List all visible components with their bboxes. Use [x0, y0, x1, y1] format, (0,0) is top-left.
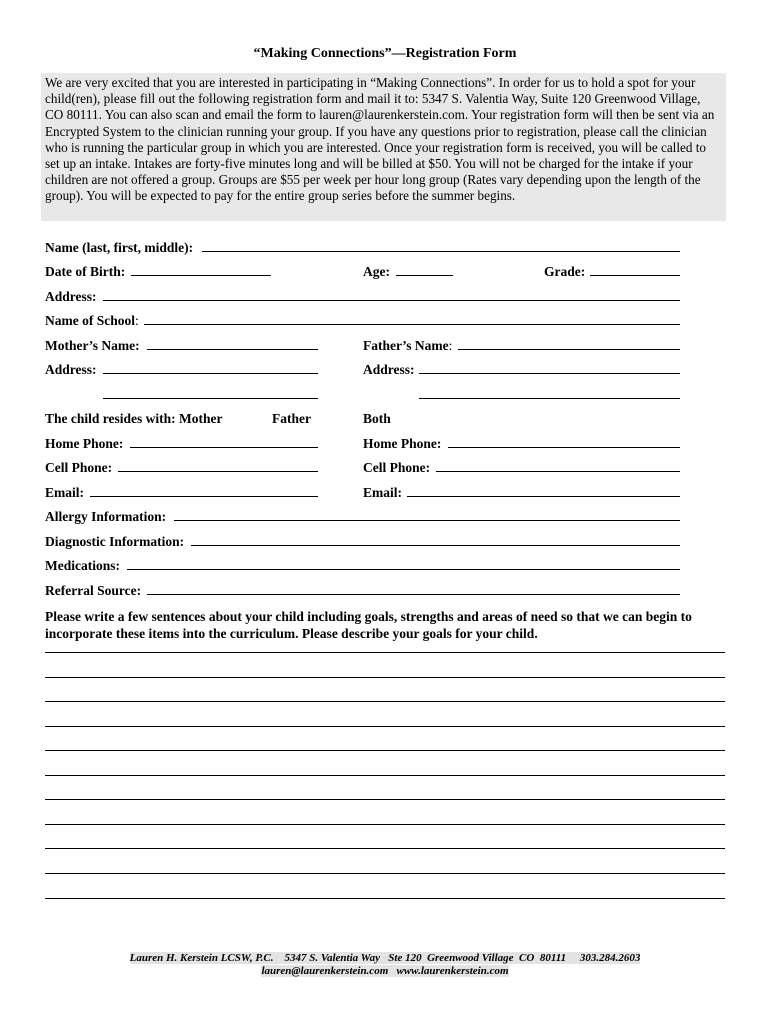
goals-prompt: Please write a few sentences about your child including goals, strengths and areas of need so that we can begin to incorporate these items into the curriculum. Please describe your goals for your child. [45, 609, 692, 641]
cell-phone-left-label: Cell Phone: [45, 460, 113, 475]
writing-line[interactable] [45, 652, 725, 653]
writing-line[interactable] [45, 873, 725, 874]
school-label-text: Name of School [45, 313, 135, 328]
mother-address-label: Address: [45, 362, 97, 377]
name-label: Name (last, first, middle): [45, 240, 194, 255]
email-left-label: Email: [45, 485, 84, 500]
resides-with-father-option[interactable]: Father [272, 411, 311, 426]
referral-field[interactable] [147, 594, 680, 595]
grade-field[interactable] [590, 275, 680, 276]
writing-line[interactable] [45, 677, 725, 678]
home-phone-right-field[interactable] [448, 447, 680, 448]
diagnostic-field[interactable] [191, 545, 680, 546]
footer-contact-line: Lauren H. Kerstein LCSW, P.C. 5347 S. Valentia Way Ste 120 Greenwood Village CO 80111 303.284.2603 [129, 952, 641, 964]
cell-phone-right-field[interactable] [436, 471, 680, 472]
cell-phone-right-label: Cell Phone: [363, 460, 431, 475]
footer [0, 952, 770, 978]
age-label: Age: [363, 264, 390, 279]
writing-line[interactable] [45, 824, 725, 825]
writing-line[interactable] [45, 726, 725, 727]
mother-name-field[interactable] [147, 349, 318, 350]
referral-label: Referral Source: [45, 583, 142, 598]
school-label-colon: : [135, 313, 139, 328]
father-name-field[interactable] [458, 349, 680, 350]
writing-line[interactable] [45, 848, 725, 849]
address-label: Address: [45, 289, 97, 304]
mother-name-label: Mother’s Name: [45, 338, 140, 353]
school-label [45, 313, 139, 329]
home-phone-left-field[interactable] [130, 447, 318, 448]
address-field[interactable] [103, 300, 680, 301]
footer-web-line: lauren@laurenkerstein.com www.laurenkerstein.com [261, 965, 509, 977]
email-right-label: Email: [363, 485, 402, 500]
dob-field[interactable] [131, 275, 271, 276]
dob-label: Date of Birth: [45, 264, 126, 279]
grade-label: Grade: [544, 264, 586, 279]
father-name-label [363, 338, 452, 354]
cell-phone-left-field[interactable] [118, 471, 318, 472]
mother-address-field[interactable] [103, 373, 318, 374]
writing-line[interactable] [45, 775, 725, 776]
medications-field[interactable] [127, 569, 680, 570]
age-field[interactable] [396, 275, 453, 276]
intro-paragraph: We are very excited that you are interested in participating in “Making Connections”. In order for us to hold a spot for your child(ren), please fill out the following registration form and mail it to: 5347 S. Valentia Way, Suite 120 Greenwood Village, CO 80111. You can also scan and email the form to lauren@laurenkerstein.com. Your registration form will then be sent via an Encrypted System to the clinician running your group. If you have any questions prior to registration, please call the clinician who is running the particular group in which you are interested. Once your registration form is received, you will be called to set up an intake. Intakes are forty-five minutes long and will be billed at $50. You will not be charged for the intake if your children are not offered a group. Groups are $55 per week per hour long group (Rates vary depending upon the length of the group). You will be expected to pay for the entire group series before the summer begins. [41, 73, 726, 221]
father-address-label: Address: [363, 362, 415, 377]
father-name-label-colon: : [448, 338, 453, 353]
father-address-field-line2[interactable] [419, 398, 680, 399]
home-phone-right-label: Home Phone: [363, 436, 442, 451]
diagnostic-label: Diagnostic Information: [45, 534, 185, 549]
school-field[interactable] [144, 324, 680, 325]
father-name-label-text: Father’s Name [363, 338, 449, 353]
allergy-field[interactable] [174, 520, 680, 521]
father-address-field[interactable] [419, 373, 680, 374]
email-right-field[interactable] [407, 496, 680, 497]
medications-label: Medications: [45, 558, 120, 573]
home-phone-left-label: Home Phone: [45, 436, 124, 451]
writing-line[interactable] [45, 750, 725, 751]
form-title: “Making Connections”—Registration Form [253, 46, 517, 61]
name-field[interactable] [202, 251, 680, 252]
writing-line[interactable] [45, 898, 725, 899]
allergy-label: Allergy Information: [45, 509, 167, 524]
email-left-field[interactable] [90, 496, 318, 497]
writing-line[interactable] [45, 799, 725, 800]
mother-address-field-line2[interactable] [103, 398, 318, 399]
writing-line[interactable] [45, 701, 725, 702]
resides-with-mother-label[interactable]: The child resides with: Mother [45, 411, 223, 426]
resides-with-both-option[interactable]: Both [363, 411, 391, 426]
